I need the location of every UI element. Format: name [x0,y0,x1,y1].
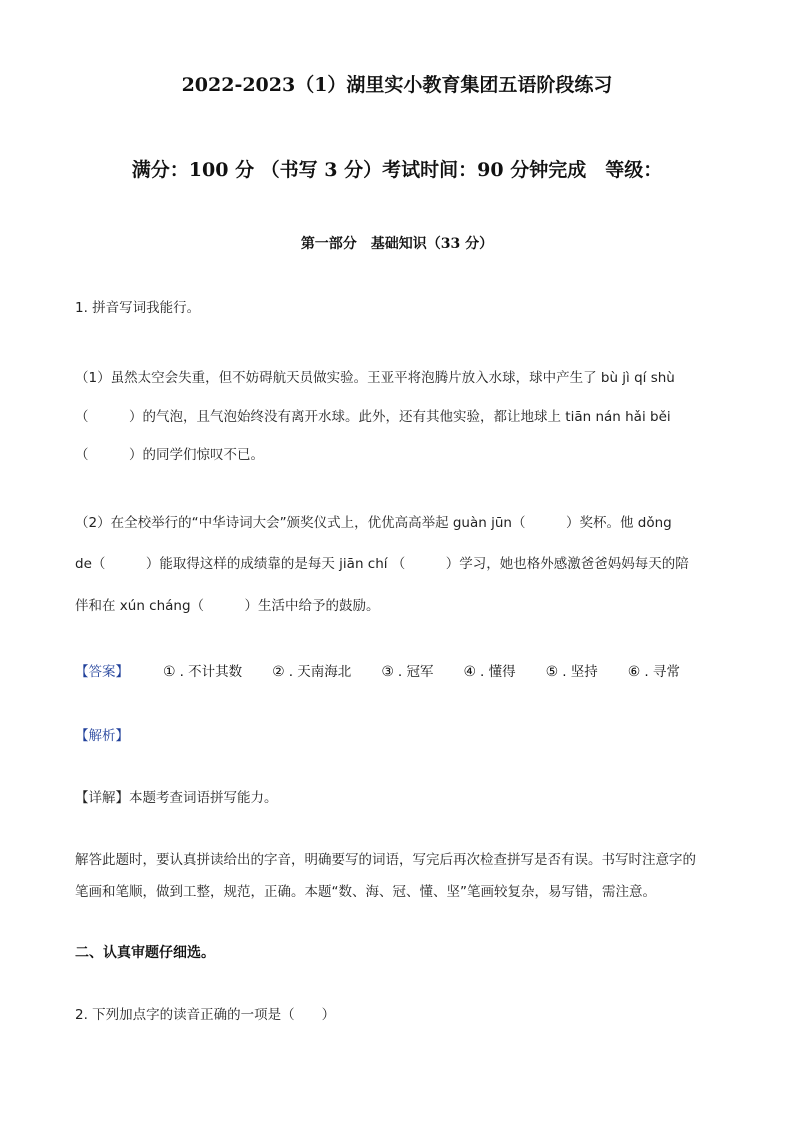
answer-item [272,660,351,680]
analysis-para-line1: 解答此题时，要认真拼读给出的字音，明确要写的词语，写完后再次检查拼写是否有误。书写时注意字的 [75,852,696,868]
detail-line [75,786,278,806]
answer-item [381,660,433,680]
answer-text: . 天南海北 [288,664,352,680]
q1-para1-line1: （1）虽然太空会失重，但不妨碍航天员做实验。王亚平将泡腾片放入水球，球中产生了 bù jì qí shù [75,370,675,386]
q1-para1-line3: （ ）的同学们惊叹不已。 [75,447,264,463]
answer-number: ② [272,664,285,680]
exam-title: 2022-2023（1）湖里实小教育集团五语阶段练习 [181,74,613,96]
part-heading: 第一部分 基础知识（33 分） [300,236,494,252]
section-2-heading: 二、认真审题仔细选。 [75,945,215,961]
detail-tag: 【详解】 [75,790,129,806]
q1-para2-line3: 伴和在 xún cháng（ ）生活中给予的鼓励。 [75,598,380,614]
answer-item [163,660,242,680]
answer-text: . 坚持 [562,664,598,680]
answer-number: ① [163,664,176,680]
answer-row [75,660,710,680]
answer-text: . 寻常 [644,664,680,680]
detail-text: 本题考查词语拼写能力。 [129,790,278,806]
answer-item [628,660,680,680]
question-2-stem: 2. 下列加点字的读音正确的一项是（ ） [75,1007,336,1023]
answer-text: . 懂得 [480,664,516,680]
q1-para1-line2: （ ）的气泡，且气泡始终没有离开水球。此外，还有其他实验，都让地球上 tiān nán hǎi běi [75,409,671,425]
answer-item [546,660,598,680]
answer-item [463,660,515,680]
answer-text: . 不计其数 [179,664,243,680]
answer-number: ④ [463,664,477,680]
analysis-para-line2: 笔画和笔顺，做到工整，规范，正确。本题“数、海、冠、懂、坚”笔画较复杂，易写错，需注意。 [75,884,656,900]
answer-number: ③ [381,664,394,680]
q1-para2-line2: de（ ）能取得这样的成绩靠的是每天 jiān chí （ ）学习，她也格外感激爸爸妈妈每天的陪 [75,556,689,572]
answer-text: . 冠军 [397,664,434,680]
answer-number: ⑥ [627,664,641,680]
answer-tag: 【答案】 [75,664,129,680]
answer-number: ⑤ [545,664,559,680]
q1-para2-line1: （2）在全校举行的“中华诗词大会”颁奖仪式上，优优高高举起 guàn jūn（ ）奖杯。他 dǒng [75,515,672,531]
question-1-stem: 1. 拼音写词我能行。 [75,300,201,316]
exam-info: 满分：100 分 （书写 3 分）考试时间：90 分钟完成 等级： [131,159,663,181]
analysis-tag: 【解析】 [75,728,129,744]
